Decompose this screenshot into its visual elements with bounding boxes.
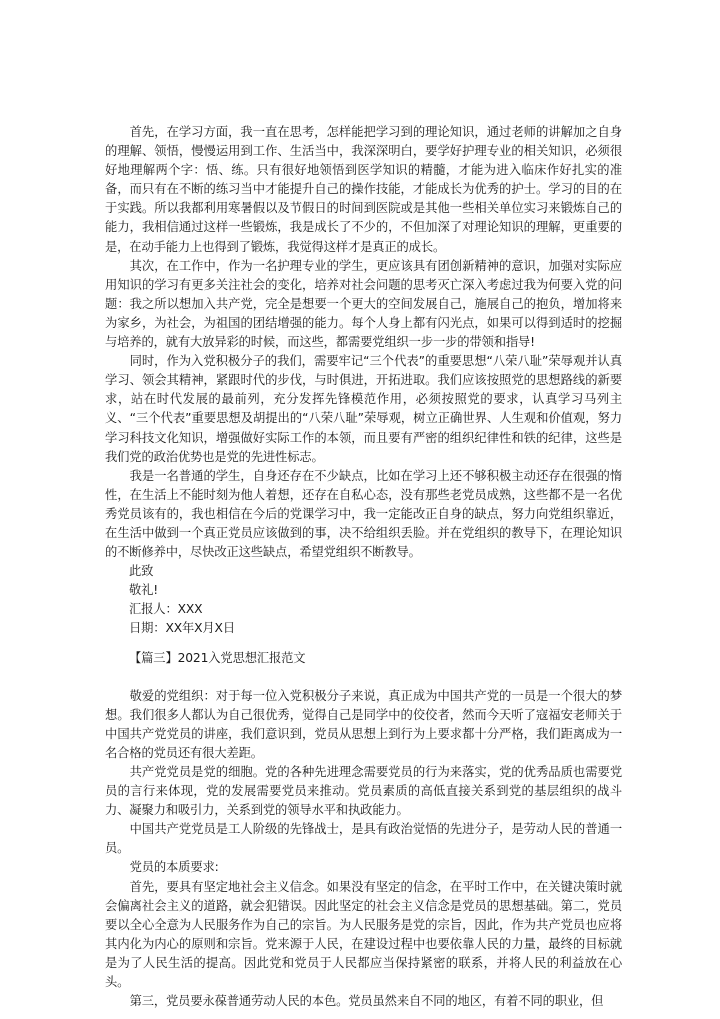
salutation-line-1: 此致 <box>129 564 154 579</box>
salutation-line-2: 敬礼! <box>129 583 159 598</box>
letter-closing <box>105 562 622 638</box>
paragraph: 第三，党员要永葆普通劳动人民的本色。党员虽然来自不同的地区，有着不同的职业，但 <box>129 994 604 1009</box>
paragraph: 同时，作为入党积极分子的我们，需要牢记“三个代表”的重要思想“八荣八耻”荣辱观并认真学习、领会其精神，紧跟时代的步伐，与时俱进，开拓进取。我们应该按照党的思想路线的新要求，站在时代发展的最前列，充分发挥先锋模范作用，必须按照党的要求，认真学习马列主义、“三个代表”重要思想及胡提出的“八荣八耻”荣辱观，树立正确世界、人生观和价值观，努力学习科技文化知识，增强做好实际工作的本领，而且要有严密的组织纪律性和铁的纪律，这些是我们党的政治优势也是党的先进性标志。 <box>105 354 622 464</box>
paragraph: 党员的本质要求: <box>129 860 219 875</box>
paragraph: 其次，在工作中，作为一名护理专业的学生，更应该具有团创新精神的意识，加强对实际应用知识的学习有更多关注社会的变化，培养对社会问题的思考灭亡深入考虑过我为何要入党的问题：我之所以想加入共产党，完全是想要一个更大的空间发展自己，施展自己的抱负，增加将来为家乡，为社会，为祖国的团结增强的能力。每个人身上都有闪光点，如果可以得到适时的挖掘与培养的，就有大放异彩的时候，而这些，都需要党组织一步一步的带领和指导! <box>105 258 622 350</box>
section-title: 【篇三】2021入党思想汇报范文 <box>129 650 306 665</box>
paragraph: 共产党党员是党的细胞。党的各种先进理念需要党员的行为来落实，党的优秀品质也需要党员的言行来体现，党的发展需要党员来推动。党员素质的高低直接关系到党的基层组织的战斗力、凝聚力和吸引力，关系到党的领导水平和执政能力。 <box>105 765 622 818</box>
date-line: 日期：XX年X月X日 <box>129 621 235 636</box>
paragraph: 首先，要具有坚定地社会主义信念。如果没有坚定的信念，在平时工作中，在关键决策时就会偏离社会主义的道路，就会犯错误。因此坚定的社会主义信念是党员的思想基础。第二，党员要以全心全意为人民服务作为自己的宗旨。为人民服务是党的宗旨，因此，作为共产党员也应将其内化为内心的原则和宗旨。党来源于人民，在建设过程中也要依靠人民的力量，最终的目标就是为了人民生活的提高。因此党和党员于人民都应当保持紧密的联系，并将人民的利益放在心头。 <box>105 879 622 990</box>
paragraph: 我是一名普通的学生，自身还存在不少缺点，比如在学习上还不够积极主动还存在很强的惰性，在生活上不能时刻为他人着想，还存在自私心态，没有那些老党员成熟，这些都不是一名优秀党员该有的，我也相信在今后的党课学习中，我一定能改正自身的缺点，努力向党组织靠近，在生活中做到一个真正党员应该做到的事，决不给组织丢脸。并在党组织的教导下，在理论知识的不断修养中，尽快改正这些缺点，希望党组织不断教导。 <box>105 468 622 560</box>
paragraph: 中国共产党党员是工人阶级的先锋战士，是具有政治觉悟的先进分子，是劳动人民的普通一员。 <box>105 822 622 856</box>
paragraph: 首先，在学习方面，我一直在思考，怎样能把学习到的理论知识，通过老师的讲解加之自身的理解、领悟，慢慢运用到工作、生活当中，我深深明白，要学好护理专业的相关知识，必须很好地理解两个字：悟、练。只有很好地领悟到医学知识的精髓，才能为进入临床作好扎实的准备，而只有在不断的练习当中才能提升自己的操作技能，才能成长为优秀的护士。学习的目的在于实践。所以我都利用寒暑假以及节假日的时间到医院或是其他一些相关单位实习来锻炼自己的能力，我相信通过这样一些锻炼，我是成长了不少的，不但加深了对理论知识的理解，更重要的是，在动手能力上也得到了锻炼，我觉得这样才是真正的成长。 <box>105 125 622 254</box>
document-body <box>105 123 622 1011</box>
paragraph: 敬爱的党组织：对于每一位入党积极分子来说，真正成为中国共产党的一员是一个很大的梦想。我们很多人都认为自己很优秀，觉得自己是同学中的佼佼者，然而今天听了寇福安老师关于中国共产党党员的讲座，我们意识到，党员从思想上到行为上要求都十分严格，我们距离成为一名合格的党员还有很大差距。 <box>105 688 622 760</box>
reporter-line: 汇报人：XXX <box>129 602 203 617</box>
